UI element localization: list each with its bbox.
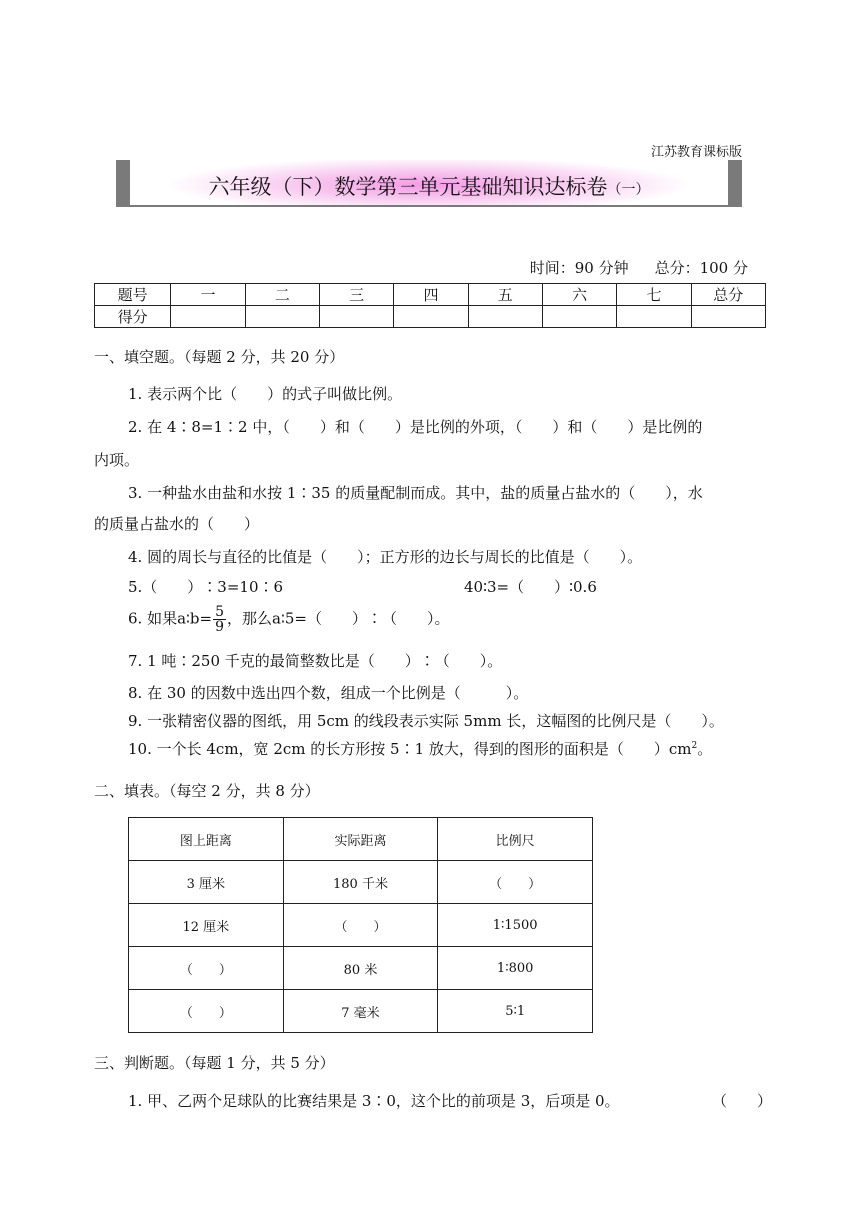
score-header-cell: 六	[542, 284, 616, 306]
question-1-3-cont: 的质量占盐水的（ ）	[94, 515, 260, 533]
score-cell[interactable]	[245, 306, 319, 328]
score-row-label: 得分	[95, 306, 171, 328]
q10-text: 10. 一个长 4cm，宽 2cm 的长方形按 5∶1 放大，得到的图形的面积是（ ）cm	[128, 740, 692, 758]
scale-table-header	[129, 818, 593, 861]
question-1-6	[128, 605, 450, 634]
publisher-label: 江苏教育课标版	[650, 145, 742, 160]
question-1-8: 8. 在 30 的因数中选出四个数，组成一个比例是（ ）。	[128, 684, 529, 702]
score-cell[interactable]	[319, 306, 393, 328]
fraction-numerator: 5	[215, 604, 225, 620]
q6-suffix: ，那么a∶5=（ ）∶（ ）。	[227, 609, 450, 628]
title-text: 六年级（下）数学第三单元基础知识达标卷	[208, 175, 608, 199]
question-1-4: 4. 圆的周长与直径的比值是（ ）；正方形的边长与周长的比值是（ ）。	[128, 548, 643, 566]
section1-heading: 一、填空题。（每题 2 分，共 20 分）	[94, 348, 345, 366]
question-1-10	[128, 738, 712, 759]
score-header-cell: 三	[319, 284, 393, 306]
scale-header-cell: 图上距离	[129, 818, 284, 861]
score-table-row	[95, 306, 766, 328]
question-1-7: 7. 1 吨∶250 千克的最简整数比是（ ）∶（ ）。	[128, 652, 503, 670]
score-table	[94, 283, 766, 328]
scale-cell: 7 毫米	[283, 990, 438, 1033]
scale-cell[interactable]: （ ）	[283, 904, 438, 947]
score-header-cell: 一	[171, 284, 245, 306]
scale-table-row	[129, 990, 593, 1033]
score-cell[interactable]	[468, 306, 542, 328]
scale-cell: 12 厘米	[129, 904, 284, 947]
question-1-9: 9. 一张精密仪器的图纸，用 5cm 的线段表示实际 5mm 长，这幅图的比例尺是（ ）。	[128, 712, 724, 730]
question-1-2: 2. 在 4∶8=1∶2 中，（ ）和（ ）是比例的外项，（ ）和（ ）是比例的	[128, 418, 703, 436]
score-header-cell: 二	[245, 284, 319, 306]
q6-prefix: 6. 如果a∶b=	[128, 609, 213, 628]
score-header-cell: 总分	[691, 284, 765, 306]
question-1-5b: 40∶3=（ ）∶0.6	[464, 578, 597, 596]
q10-superscript: 2	[691, 741, 698, 751]
banner-left-bar	[116, 160, 130, 207]
title-suffix: （一）	[607, 182, 650, 198]
judge-answer-blank[interactable]: （ ）	[712, 1092, 773, 1110]
score-cell[interactable]	[171, 306, 245, 328]
scale-cell[interactable]: （ ）	[129, 990, 284, 1033]
page-title	[130, 171, 728, 201]
scale-table-row	[129, 947, 593, 990]
question-1-3: 3. 一种盐水由盐和水按 1∶35 的质量配制而成。其中，盐的质量占盐水的（ ），水	[128, 484, 703, 502]
score-table-header	[95, 284, 766, 306]
question-1-1: 1. 表示两个比（ ）的式子叫做比例。	[128, 385, 403, 403]
score-header-cell: 五	[468, 284, 542, 306]
question-3-1: 1. 甲、乙两个足球队的比赛结果是 3∶0，这个比的前项是 3，后项是 0。	[128, 1092, 620, 1110]
question-1-5a: 5.（ ）∶3=10∶6	[128, 578, 284, 596]
scale-table-row	[129, 904, 593, 947]
score-header-cell: 题号	[95, 284, 171, 306]
score-cell[interactable]	[542, 306, 616, 328]
fraction-denominator: 9	[215, 619, 225, 635]
time-label: 时间：90 分钟	[529, 259, 629, 277]
scale-cell: 80 米	[283, 947, 438, 990]
total-score-label: 总分：100 分	[654, 259, 748, 277]
scale-table	[128, 817, 593, 1033]
banner-right-bar	[728, 160, 742, 207]
scale-cell[interactable]: （ ）	[438, 861, 593, 904]
score-cell[interactable]	[617, 306, 691, 328]
banner-center	[130, 160, 728, 207]
fraction-5-9	[213, 605, 226, 634]
q10-end: 。	[697, 740, 713, 758]
score-header-cell: 七	[617, 284, 691, 306]
title-banner	[116, 160, 742, 207]
scale-cell: 1∶800	[438, 947, 593, 990]
scale-cell: 5∶1	[438, 990, 593, 1033]
scale-cell: 1∶1500	[438, 904, 593, 947]
score-cell[interactable]	[394, 306, 468, 328]
scale-header-cell: 实际距离	[283, 818, 438, 861]
scale-header-cell: 比例尺	[438, 818, 593, 861]
score-header-cell: 四	[394, 284, 468, 306]
scale-table-row	[129, 861, 593, 904]
section2-heading: 二、填表。（每空 2 分，共 8 分）	[94, 782, 320, 800]
exam-info	[530, 257, 748, 278]
scale-cell[interactable]: （ ）	[129, 947, 284, 990]
section3-heading: 三、判断题。（每题 1 分，共 5 分）	[94, 1054, 335, 1072]
score-cell[interactable]	[691, 306, 765, 328]
scale-cell: 180 千米	[283, 861, 438, 904]
scale-cell: 3 厘米	[129, 861, 284, 904]
question-1-2-cont: 内项。	[94, 451, 140, 469]
